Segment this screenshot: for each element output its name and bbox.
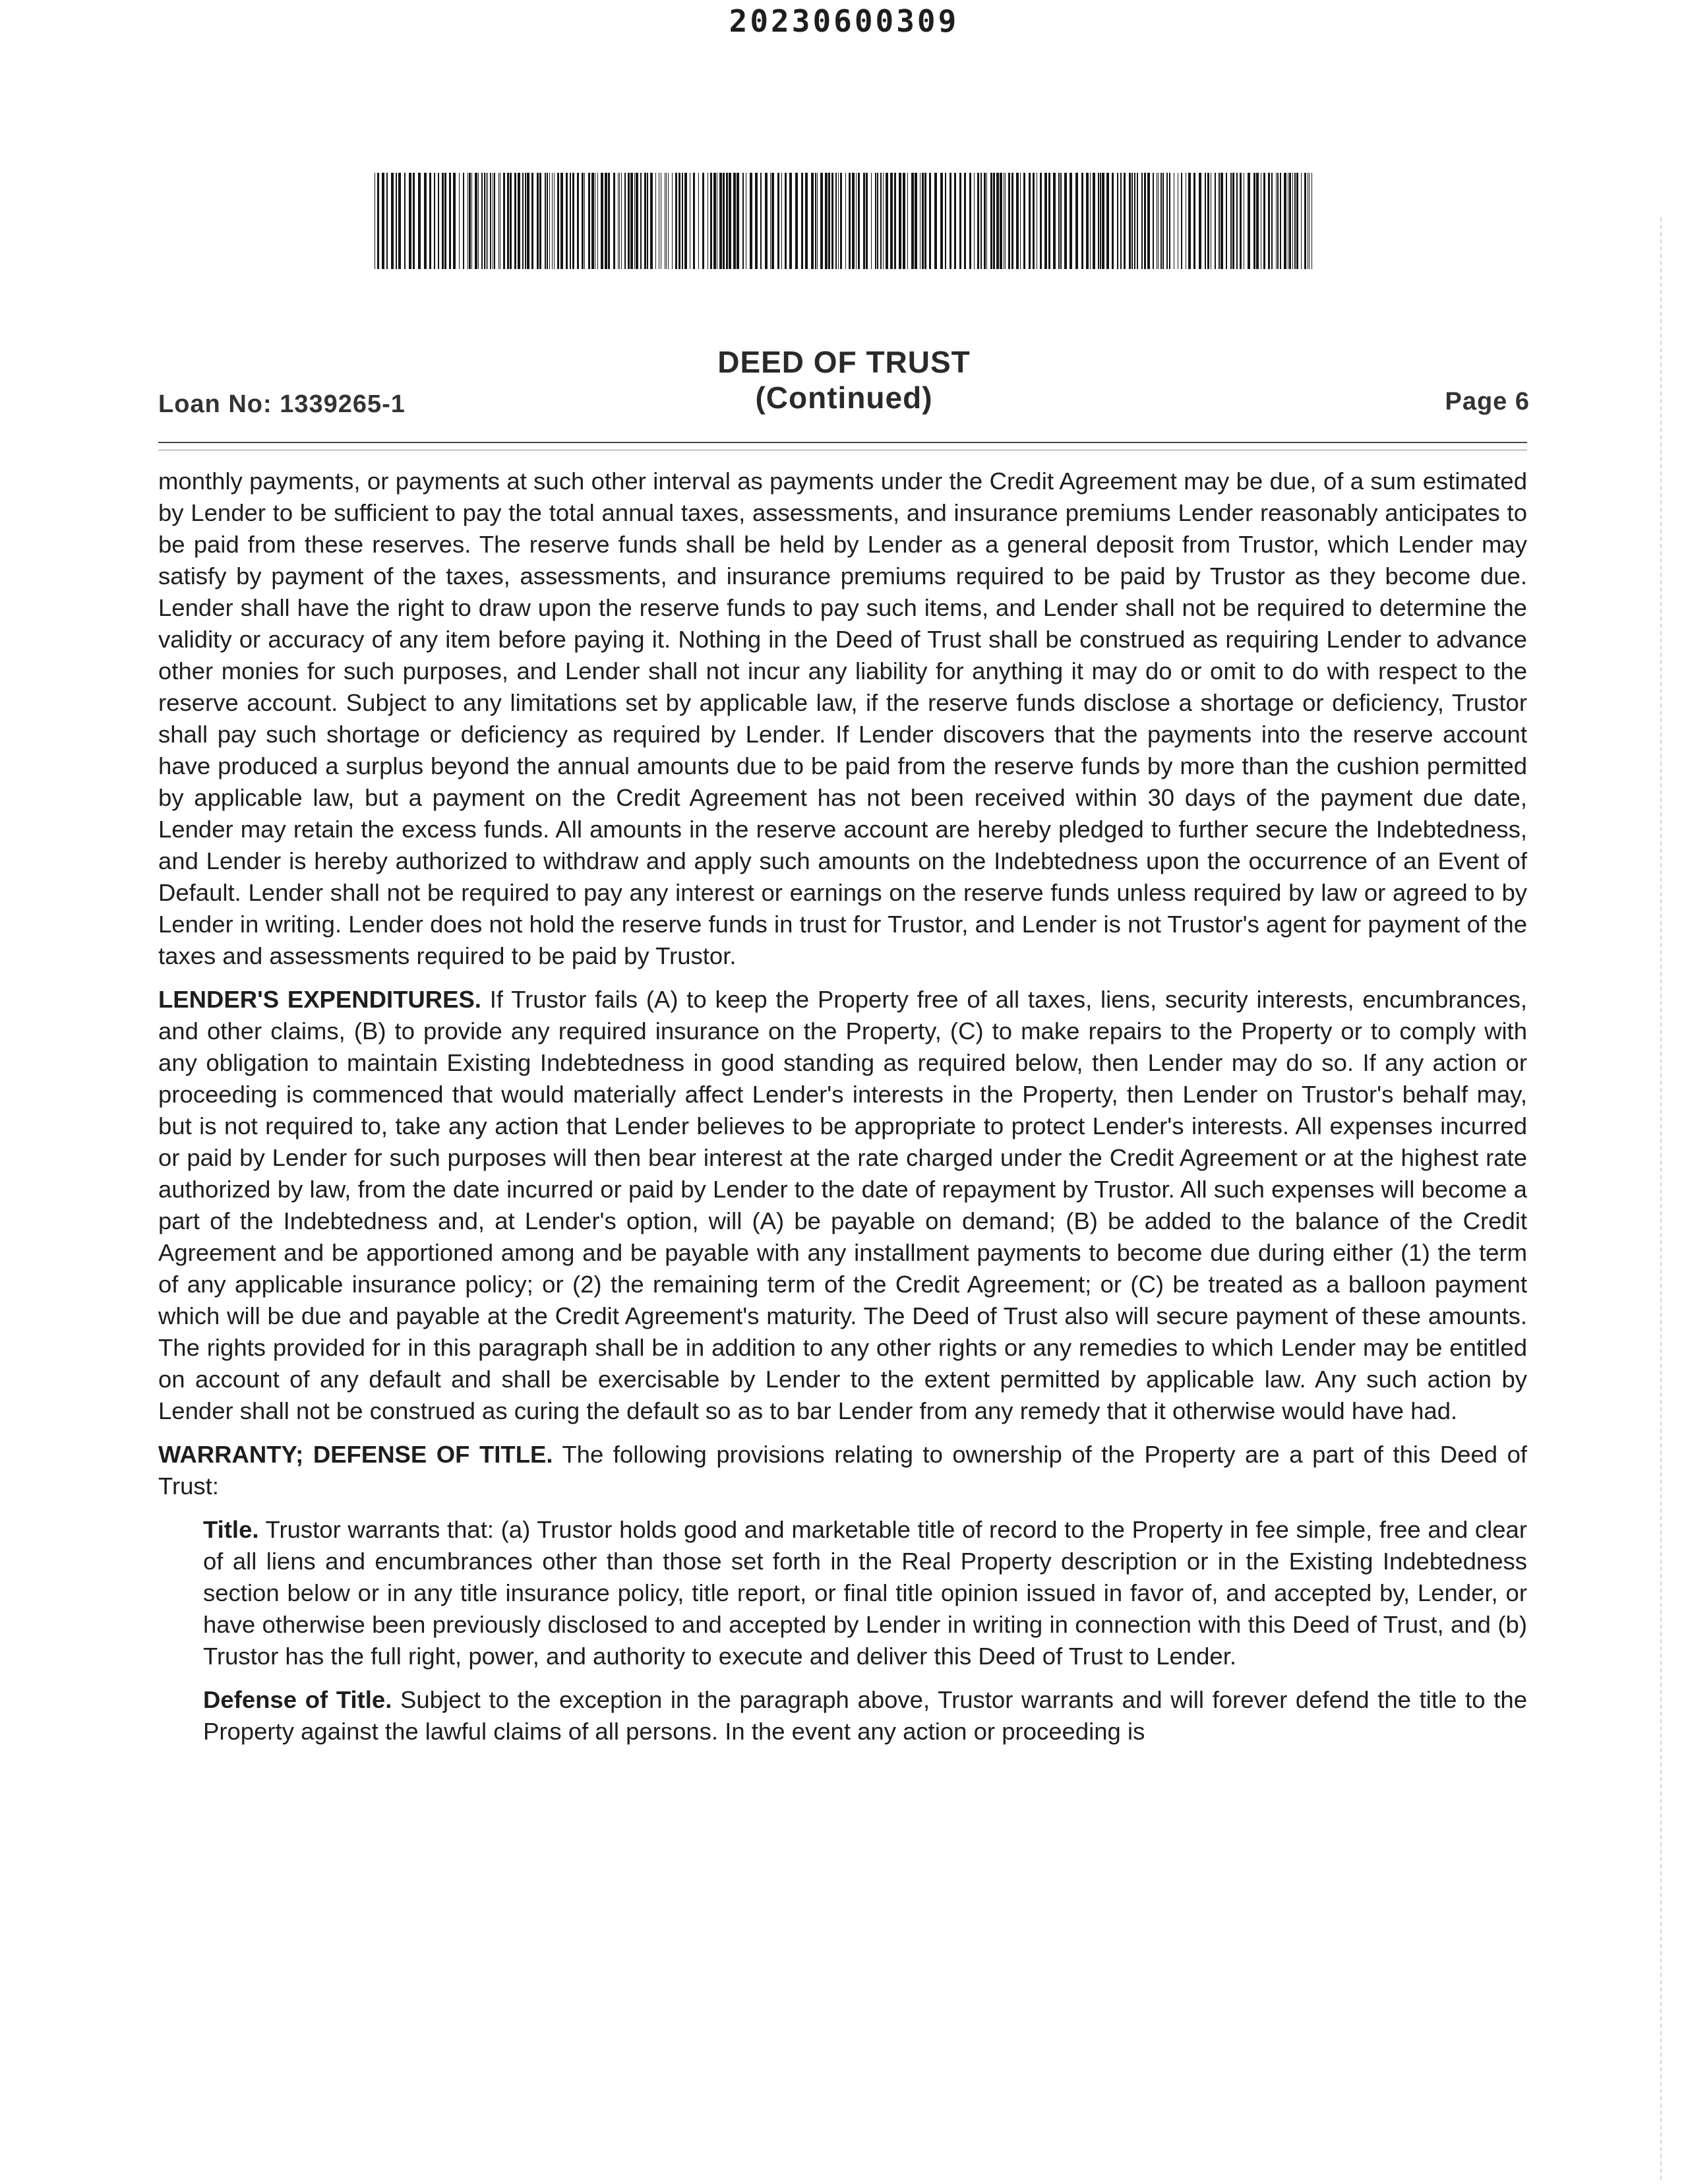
paragraph-text: Subject to the exception in the paragraph above, Trustor warrants and will forever defend the title to the Property against the lawful claims of all persons. In the event any action or proceeding is — [203, 1686, 1527, 1745]
paragraph-text: monthly payments, or payments at such other interval as payments under the Credit Agreement may be due, of a sum estimated by Lender to be sufficient to pay the total annual taxes, assessments, and insurance premiums Lender reasonably anticipates to be paid from these reserves. The reserve funds shall be held by Lender as a general deposit from Trustor, which Lender may satisfy by payment of the taxes, assessments, and insurance premiums required to be paid by Trustor as they become due. Lender shall have the right to draw upon the reserve funds to pay such items, and Lender shall not be required to determine the validity or accuracy of any item before paying it. Nothing in the Deed of Trust shall be construed as requiring Lender to advance other monies for such purposes, and Lender shall not incur any liability for anything it may do or omit to do with respect to the reserve account. Subject to any limitations set by applicable law, if the reserve funds disclose a shortage or deficiency, Trustor shall pay such shortage or deficiency as required by Lender. If Lender discovers that the payments into the reserve account have produced a surplus beyond the annual amounts due to be paid from the reserve funds by more than the cushion permitted by applicable law, but a payment on the Credit Agreement has not been received within 30 days of the payment due date, Lender may retain the excess funds. All amounts in the reserve account are hereby pledged to further secure the Indebtedness, and Lender is hereby authorized to withdraw and apply such amounts on the Indebtedness upon the occurrence of an Event of Default. Lender shall not be required to pay any interest or earnings on the reserve funds unless required by law or agreed to by Lender in writing. Lender does not hold the reserve funds in trust for Trustor, and Lender is not Trustor's agent for payment of the taxes and assessments required to be paid by Trustor. — [158, 468, 1527, 969]
page-number: Page 6 — [1445, 388, 1530, 415]
document-subtitle: (Continued) — [755, 380, 933, 415]
paragraph-text: If Trustor fails (A) to keep the Property free of all taxes, liens, security interests, encumbrances, and other claims, (B) to provide any required insurance on the Property, (C) to make repairs to the Property or to comply with any obligation to maintain Existing Indebtedness in good standing as required below, then Lender may do so. If any action or proceeding is commenced that would materially affect Lender's interests in the Property, then Lender on Trustor's behalf may, but is not required to, take any action that Lender believes to be appropriate to protect Lender's interests. All expenses incurred or paid by Lender for such purposes will then bear interest at the rate charged under the Credit Agreement or at the highest rate authorized by law, from the date incurred or paid by Lender to the date of repayment by Trustor. All such expenses will become a part of the Indebtedness and, at Lender's option, will (A) be payable on demand; (B) be added to the balance of the Credit Agreement and be apportioned among and be payable with any installment payments to become due during either (1) the term of any applicable insurance policy; or (2) the remaining term of the Credit Agreement; or (C) be treated as a balloon payment which will be due and payable at the Credit Agreement's maturity. The Deed of Trust also will secure payment of these amounts. The rights provided for in this paragraph shall be in addition to any other rights or any remedies to which Lender may be entitled on account of any default and shall be exercisable by Lender to the extent permitted by applicable law. Any such action by Lender shall not be construed as curing the default so as to bar Lender from any remedy that it otherwise would have had. — [158, 986, 1527, 1424]
paragraph-reserves-continued — [158, 466, 1527, 972]
paragraph-title — [203, 1514, 1527, 1672]
paragraph-heading: LENDER'S EXPENDITURES. — [158, 986, 481, 1013]
document-body — [158, 466, 1527, 1759]
header-divider — [158, 442, 1527, 443]
paragraph-lenders-expenditures — [158, 984, 1527, 1427]
loan-number: Loan No: 1339265-1 — [158, 390, 406, 418]
paragraph-defense-of-title — [203, 1684, 1527, 1747]
paragraph-heading: WARRANTY; DEFENSE OF TITLE. — [158, 1441, 553, 1468]
document-title: DEED OF TRUST — [717, 345, 971, 379]
paragraph-heading: Title. — [203, 1516, 259, 1543]
paragraph-text: Trustor warrants that: (a) Trustor holds good and marketable title of record to the Property in fee simple, free and clear of all liens and encumbrances other than those set forth in the Real Property description or in the Existing Indebtedness section below or in any title insurance policy, title report, or final title opinion issued in favor of, and accepted by, Lender, or have otherwise been previously disclosed to and accepted by Lender in writing in connection with this Deed of Trust, and (b) Trustor has the full right, power, and authority to execute and deliver this Deed of Trust to Lender. — [203, 1516, 1527, 1670]
paragraph-warranty-defense-of-title — [158, 1439, 1527, 1502]
barcode — [375, 173, 1312, 269]
recording-number: 20230600309 — [729, 3, 959, 39]
paragraph-text: The following provisions relating to ownership of the Property are a part of this Deed of Trust: — [158, 1441, 1528, 1500]
document-header — [158, 336, 1530, 435]
paragraph-heading: Defense of Title. — [203, 1686, 392, 1713]
scan-edge-mark — [1660, 218, 1662, 2183]
